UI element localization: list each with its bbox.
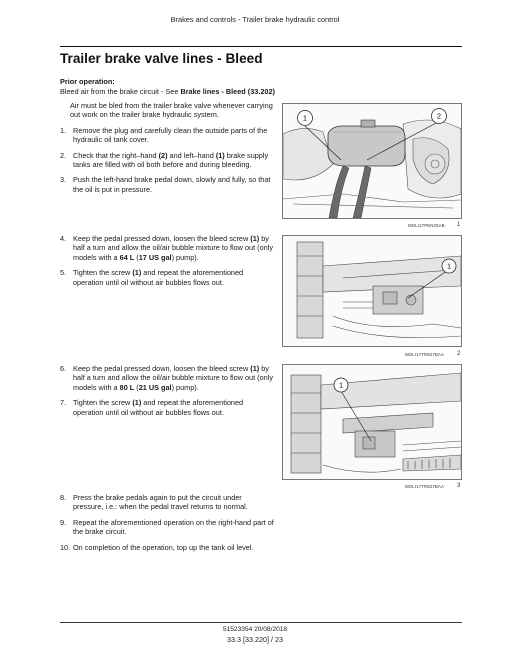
step-item [60, 364, 274, 392]
step-item [60, 126, 274, 145]
step-item [60, 268, 274, 287]
step-emphasis: (1) [132, 398, 142, 408]
step-number: 7. [60, 398, 67, 408]
footer-rule [60, 622, 462, 623]
step-text [73, 518, 274, 536]
callout-label: 1 [338, 380, 344, 390]
figure-2-brake-valve [282, 235, 462, 347]
figure-number: 2 [457, 351, 461, 357]
section-title: Trailer brake valve lines - Bleed [60, 51, 263, 66]
step-text-run: by half a turn and allow the oil/air bubble mixture to flow out (only models with a [73, 364, 273, 392]
step-text-run: ) pump). [171, 382, 199, 392]
figure-code: MOLI17TR827BAA [405, 484, 444, 489]
step-item [60, 518, 274, 537]
step-text [73, 126, 267, 144]
step-text-run: brake supply tanks are filled with oil both before and during bleeding. [73, 150, 269, 170]
title-rule [60, 46, 462, 47]
procedure-block-1 [60, 101, 274, 200]
step-item [60, 398, 274, 417]
callout-label: 2 [436, 111, 442, 121]
step-text-run: Repeat the aforementioned operation on the right-hand part of the brake circuit. [73, 517, 274, 537]
step-item [60, 234, 274, 262]
step-text-run: Tighten the screw [73, 398, 133, 408]
step-text-run: Push the left-hand brake pedal down, slowly and fully, so that the oil is put in pressure. [73, 175, 271, 194]
step-number: 2. [60, 150, 67, 160]
intro-paragraph: Air must be bled from the trailer brake valve whenever carrying out work on the trailer brake hydraulic system. [70, 101, 273, 120]
step-text-run: ( [134, 252, 139, 262]
figure-code: MOLI17TR827BAA [405, 352, 444, 357]
prior-operation-text [60, 87, 275, 96]
step-text [73, 151, 268, 169]
step-item [60, 175, 274, 194]
figure-number: 3 [457, 483, 461, 489]
step-number: 10. [60, 542, 71, 552]
procedure-block-3 [60, 364, 274, 423]
figure-1-oil-tanks [282, 103, 462, 219]
step-text [73, 234, 273, 262]
figure-2-illustration [283, 236, 461, 346]
callout-label: 1 [302, 113, 308, 123]
figure-3-brake-valve [282, 364, 462, 480]
step-text [73, 364, 273, 392]
step-emphasis: 80 L [119, 382, 135, 392]
step-emphasis: (1) [132, 268, 142, 278]
step-number: 6. [60, 364, 67, 373]
step-emphasis: (1) [250, 364, 260, 373]
step-number: 4. [60, 234, 67, 243]
step-item [60, 151, 274, 170]
step-emphasis: 17 US gal [138, 252, 172, 262]
step-text-run: by half a turn and allow the oil/air bubble mixture to flow out (only models with a [73, 234, 273, 262]
step-text-run: Check that the right–hand [73, 150, 159, 160]
running-header: Brakes and controls - Trailer brake hydraulic control [170, 15, 340, 24]
step-text [73, 268, 243, 286]
step-text-run: Keep the pedal pressed down, loosen the bleed screw [73, 364, 251, 373]
step-number: 9. [60, 517, 67, 527]
figure-1-illustration [283, 104, 461, 218]
step-text [73, 398, 243, 416]
step-text [73, 493, 248, 511]
step-text-run: Remove the plug and carefully clean the outside parts of the hydraulic oil tank cover. [73, 125, 268, 145]
step-text-run: and repeat the aforementioned operation until oil without air bubbles flows out. [73, 268, 244, 287]
figure-code: MOLI17PEN25AB [408, 223, 445, 228]
supply-hoses [329, 166, 371, 218]
step-text-run: ) pump). [171, 252, 199, 262]
step-text [73, 543, 254, 552]
hydraulic-oil-tank [328, 120, 405, 166]
step-emphasis: (1) [215, 150, 225, 160]
step-item [60, 543, 274, 552]
step-text [73, 175, 270, 193]
step-number: 5. [60, 268, 67, 278]
step-text-run: ( [134, 382, 139, 392]
procedure-block-2 [60, 234, 274, 293]
step-emphasis: (1) [250, 234, 260, 243]
procedure-block-4 [60, 493, 274, 558]
step-emphasis: 64 L [119, 252, 135, 262]
figure-number: 1 [457, 222, 461, 228]
prior-operation-label: Prior operation: [60, 77, 115, 86]
step-text-run: Keep the pedal pressed down, loosen the bleed screw [73, 234, 251, 243]
step-text-run: On completion of the operation, top up the tank oil level. [73, 542, 254, 552]
step-number: 1. [60, 125, 67, 135]
prior-operation-sentence: Bleed air from the brake circuit - See [60, 87, 181, 96]
figure-3-illustration [283, 365, 461, 479]
step-emphasis: (2) [158, 150, 168, 160]
step-text-run: Tighten the screw [73, 268, 133, 278]
step-number: 8. [60, 493, 67, 502]
step-emphasis: 21 US gal [138, 382, 172, 392]
step-text-run: and repeat the aforementioned operation until oil without air bubbles flows out. [73, 398, 244, 417]
prior-operation-link[interactable]: Brake lines - Bleed (33.202) [180, 87, 275, 96]
footer-page-ref: 33.3 [33.220] / 23 [227, 635, 283, 644]
step-item [60, 493, 274, 512]
footer-doc-id: 51523354 20/08/2018 [222, 626, 288, 633]
callout-label: 1 [446, 261, 452, 271]
step-text-run: Press the brake pedals again to put the circuit under pressure, i.e.: when the pedal travel returns to normal. [73, 493, 248, 512]
step-number: 3. [60, 175, 67, 185]
step-text-run: and left–hand [167, 150, 216, 160]
